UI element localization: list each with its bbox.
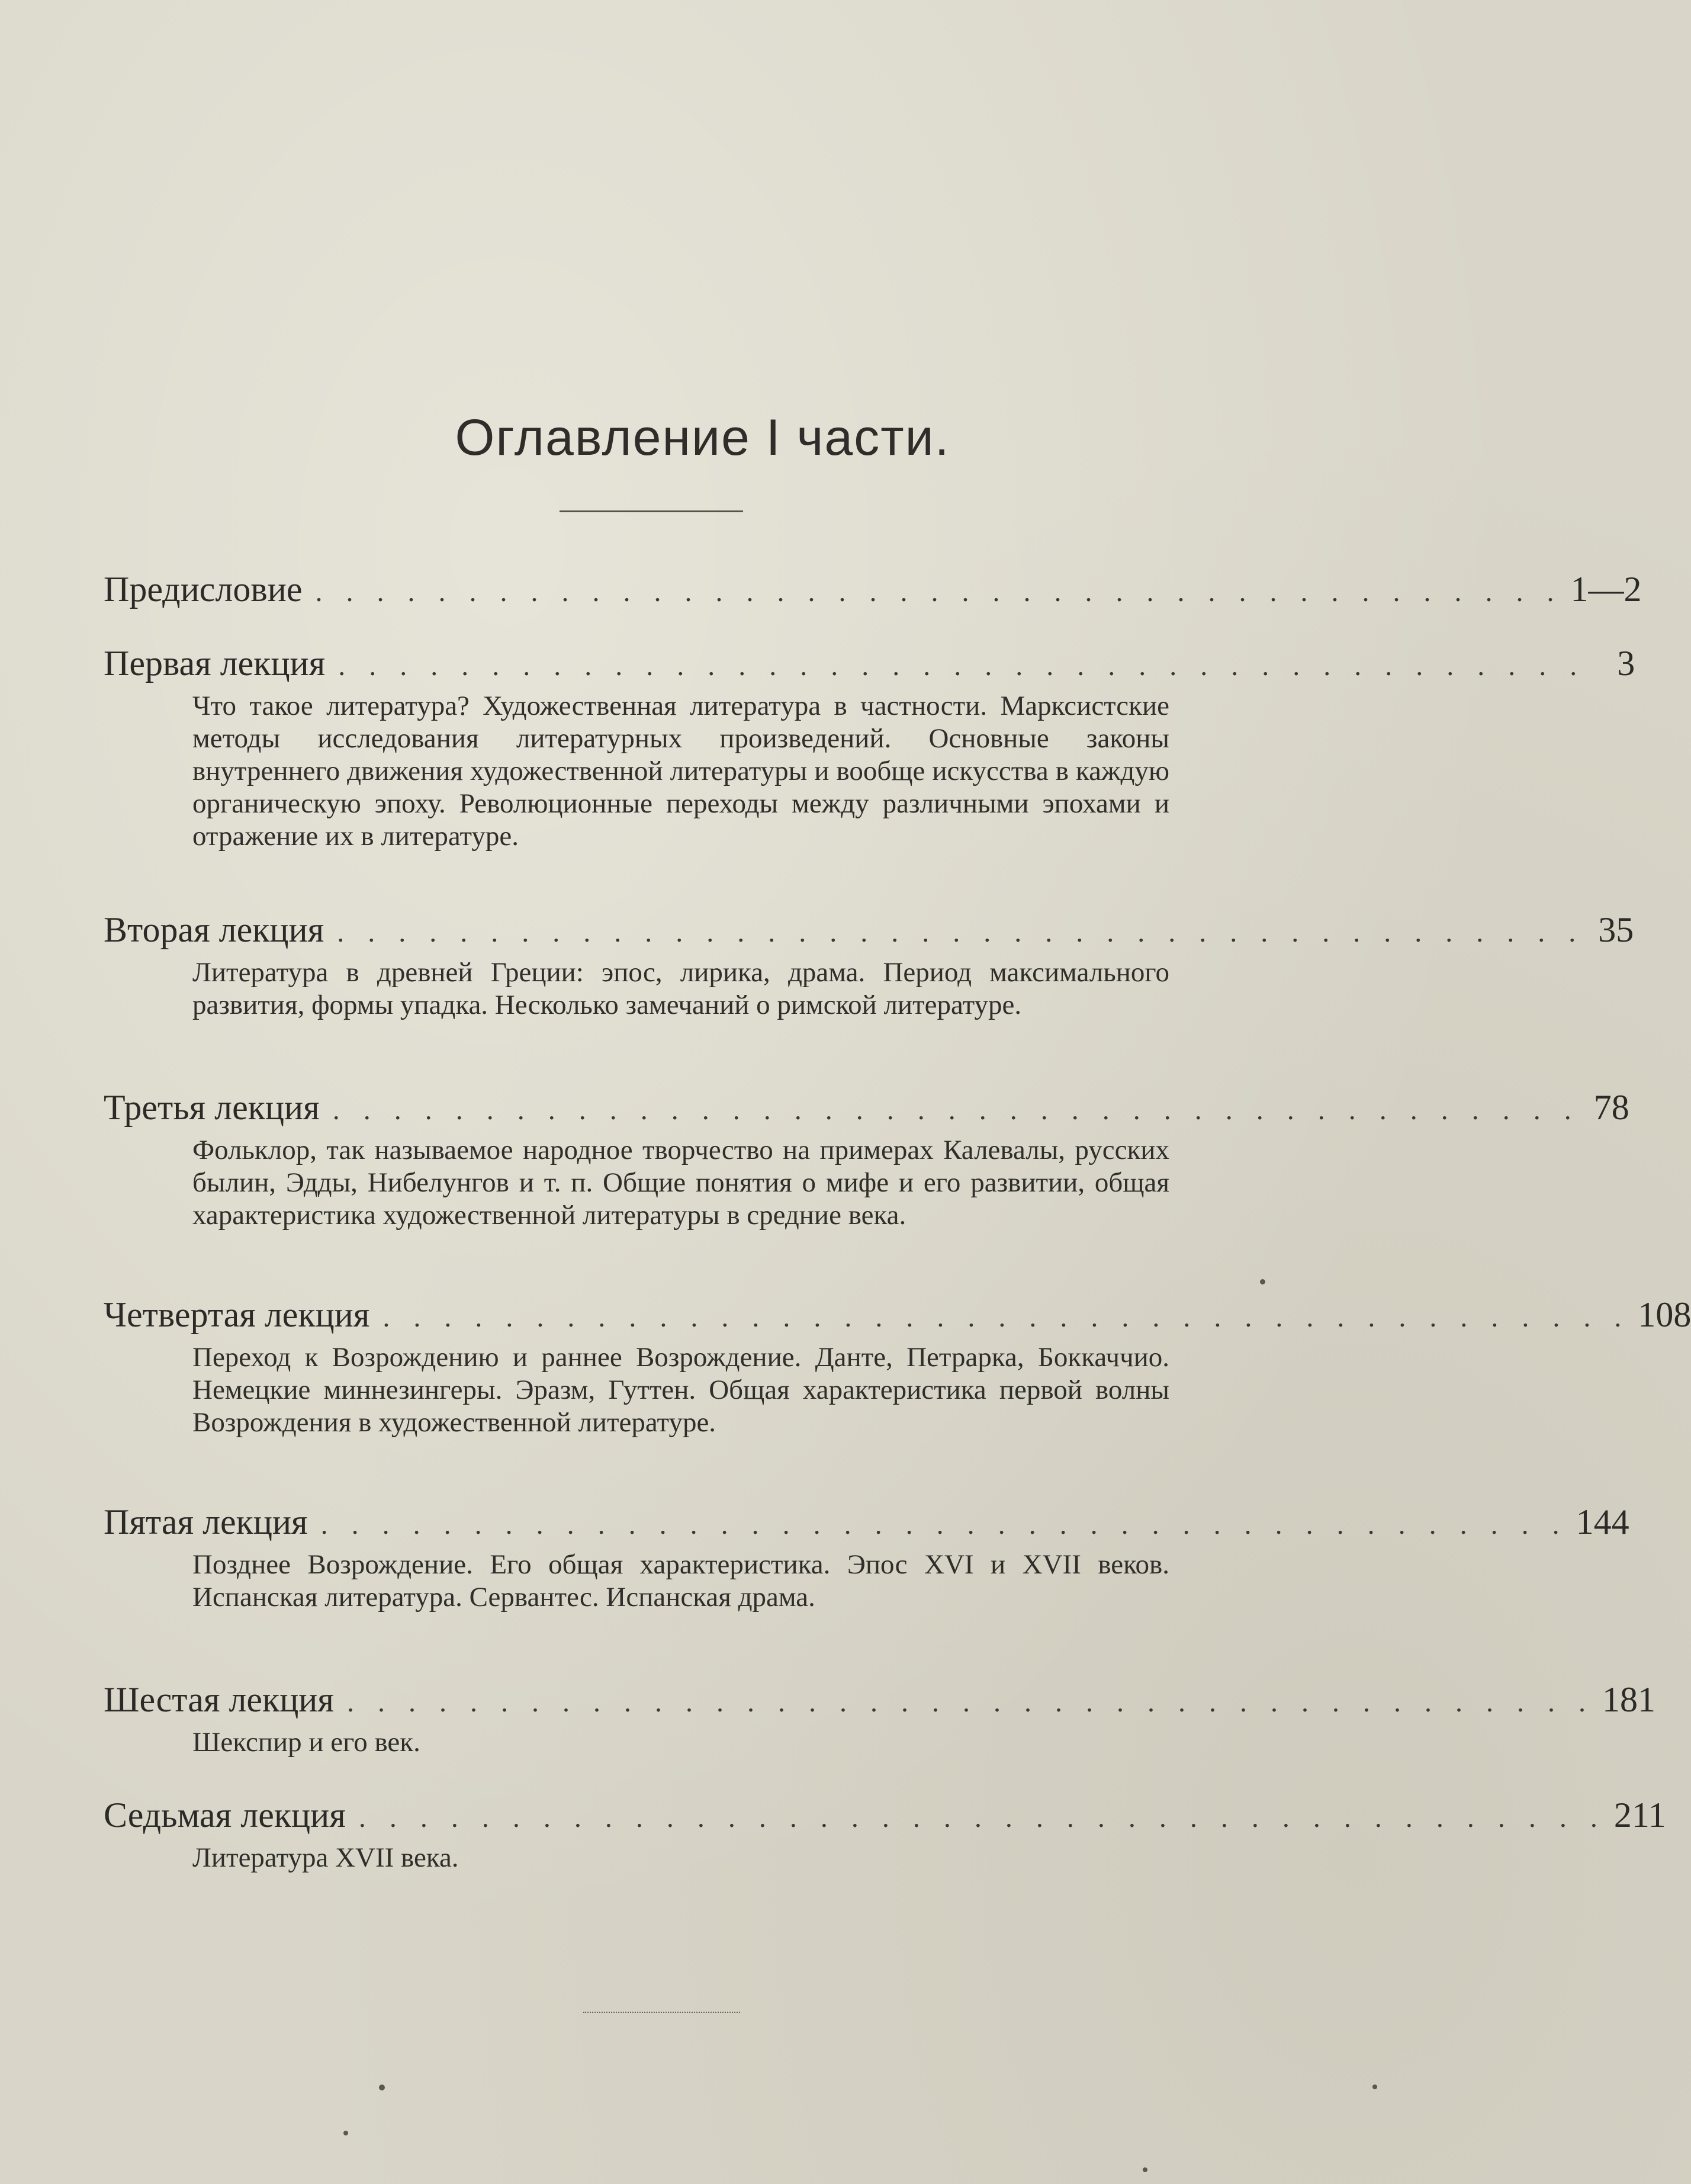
toc-entry-page: 181 [1602,1680,1656,1719]
toc-entry-label: Шестая лекция [104,1680,335,1719]
paper-speck [1143,2167,1147,2172]
toc-leader-dots: . . . . . . . . . . . . . . . . . . . . . . . . . . . . . . . . . . . . . . . . . [358,1802,1606,1833]
toc-entry-page: 108 [1638,1295,1691,1334]
toc-entry-page: 3 [1617,644,1635,683]
toc-entry-description: Фольклор, так называемое народное творчество на примерах Калевалы, русских былин, Эдды, Нибелунгов и т. п. Общие понятия о мифе и его развитии, общая характеристика художественной литературы в средние века. [192,1135,1169,1231]
paper-speck [1260,1279,1265,1284]
bottom-divider [583,2012,740,2013]
paper-speck [379,2085,385,2090]
toc-entry-page: 211 [1613,1796,1666,1835]
page-title: Оглавление I части. [455,409,950,466]
toc-entry-head [104,640,1635,690]
toc-entry-lecture-1 [104,640,1635,853]
toc-entry-head [104,1676,1656,1726]
toc-entry-label: Третья лекция [104,1088,320,1127]
toc-entry-description: Литература XVII века. [192,1842,459,1873]
toc-entry-label: Четвертая лекция [104,1295,370,1334]
toc-entry-lecture-2 [104,906,1634,1022]
toc-entry-lecture-4 [104,1291,1691,1439]
toc-entry-preface [104,566,1642,616]
toc-entry-head [104,906,1634,956]
toc-entry-label: Седьмая лекция [104,1796,346,1835]
toc-entry-description: Позднее Возрождение. Его общая характеристика. Эпос XVI и XVII веков. Испанская литература. Сервантес. Испанская драма. [192,1549,1169,1613]
toc-leader-dots: . . . . . . . . . . . . . . . . . . . . . . . . . . . . . . . . . . . . . . . . . [337,917,1584,948]
toc-entry-page: 144 [1576,1502,1629,1541]
toc-entry-head [104,1084,1629,1134]
toc-entry-lecture-3 [104,1084,1629,1232]
toc-entry-page: 1—2 [1570,570,1642,609]
toc-entry-description: Переход к Возрождению и раннее Возрождение. Данте, Петрарка, Боккаччио. Немецкие миннезингеры. Эразм, Гуттен. Общая характеристика первой волны Возрождения в художественной литературе. [192,1342,1169,1438]
toc-entry-description: Шекспир и его век. [192,1727,420,1758]
title-divider [560,510,743,512]
toc-leader-dots: . . . . . . . . . . . . . . . . . . . . . . . . . . . . . . . . . . . . . . . . . [347,1687,1594,1718]
toc-entry-page: 35 [1598,910,1634,949]
toc-entry-lecture-6 [104,1676,1656,1759]
toc-entry-label: Первая лекция [104,644,326,683]
toc-leader-dots: . . . . . . . . . . . . . . . . . . . . . . . . . . . . . . . . . . . . . . . . . [382,1302,1630,1333]
toc-entry-description: Литература в древней Греции: эпос, лирика, драма. Период максимального развития, формы упадка. Несколько замечаний о римской литературе. [192,957,1169,1020]
toc-leader-dots: . . . . . . . . . . . . . . . . . . . . . . . . . . . . . . . . . . . . . . . . . [332,1094,1580,1126]
paper-speck [1372,2085,1377,2089]
toc-entry-head [104,566,1642,616]
toc-entry-lecture-7 [104,1791,1666,1874]
toc-entry-label: Вторая лекция [104,910,324,949]
toc-entry-head [104,1791,1666,1842]
toc-entry-head [104,1291,1691,1341]
toc-leader-dots: . . . . . . . . . . . . . . . . . . . . . . . . . . . . . . . . . . . . . . . . . [315,576,1563,608]
paper-speck [343,2131,348,2135]
toc-entry-label: Предисловие [104,570,303,609]
toc-entry-description: Что такое литература? Художественная литература в частности. Марксистские методы исследования литературных произведений. Основные законы внутреннего движения художественной литературы и вообще искусства в каждую органическую эпоху. Революционные переходы между различными эпохами и отражение их в литературе. [192,690,1169,852]
toc-entry-label: Пятая лекция [104,1502,308,1541]
toc-entry-page: 78 [1593,1088,1629,1127]
toc-entry-head [104,1498,1629,1549]
toc-entry-lecture-5 [104,1498,1629,1614]
toc-leader-dots: . . . . . . . . . . . . . . . . . . . . . . . . . . . . . . . . . . . . . . . . . [338,650,1586,682]
toc-leader-dots: . . . . . . . . . . . . . . . . . . . . . . . . . . . . . . . . . . . . . . . . . [320,1509,1568,1540]
